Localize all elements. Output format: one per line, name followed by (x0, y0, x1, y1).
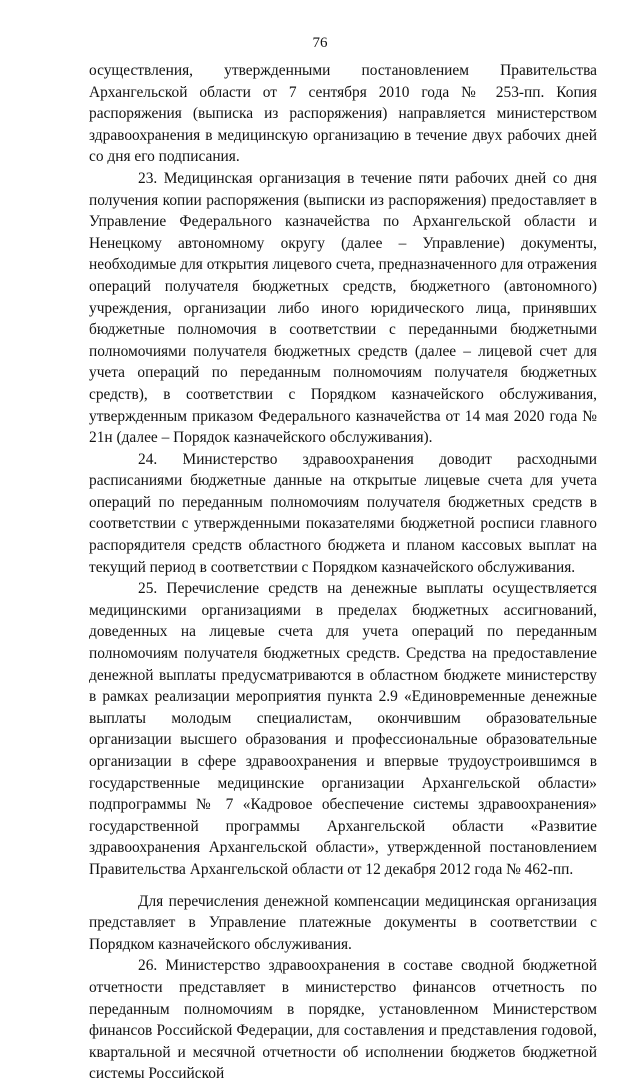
document-body (89, 60, 597, 1085)
paragraph-23: 23. Медицинская организация в течение пяти рабочих дней со дня получения копии распоряжения (выписки из распоряжения) предоставляет в Управление Федерального казначейства по Архангельской области и Ненецкому автономному округу (далее – Управление) документы, необходимые для открытия лицевого счета, предназначенного для отражения операций получателя бюджетных средств, бюджетного (автономного) учреждения, организации либо иного юридического лица, принявших бюджетные полномочия в соответствии с переданными бюджетными полномочиями получателя бюджетных средств (далее – лицевой счет для учета операций по переданным полномочиям получателя бюджетных средств), в соответствии с Порядком казначейского обслуживания, утвержденным приказом Федерального казначейства от 14 мая 2020 года № 21н (далее – Порядок казначейского обслуживания). (89, 169, 597, 447)
paragraph-continuation: осуществления, утвержденными постановлением Правительства Архангельской области от 7 сентября 2010 года № 253-пп. Копия распоряжения (выписка из распоряжения) направляется министерством здравоохранения в медицинскую организацию в течение двух рабочих дней со дня его подписания. (89, 62, 597, 166)
paragraph-26: 26. Министерство здравоохранения в составе сводной бюджетной отчетности представляет в министерство финансов отчетность по переданным полномочиям в порядке, установленном Министерством финансов Российской Федерации, для составления и представления годовой, квартальной и месячной отчетности об исполнении бюджетов бюджетной системы Российской (89, 957, 597, 1083)
page-number: 76 (312, 35, 328, 51)
paragraph-compensation: Для перечисления денежной компенсации медицинская организация представляет в Управление платежные документы в соответствии с Порядком казначейского обслуживания. (89, 892, 597, 953)
paragraph-24: 24. Министерство здравоохранения доводит расходными расписаниями бюджетные данные на открытые лицевые счета для учета операций по переданным полномочиям получателя бюджетных средств в соответствии с утвержденными показателями бюджетной росписи главного распорядителя средств областного бюджета и планом кассовых выплат на текущий период в соответствии с Порядком казначейского обслуживания. (89, 450, 597, 576)
paragraph-25: 25. Перечисление средств на денежные выплаты осуществляется медицинскими организациями в пределах бюджетных ассигнований, доведенных на лицевые счета для учета операций по переданным полномочиям получателя бюджетных средств. Средства на предоставление денежной выплаты предусматриваются в областном бюджете министерству в рамках реализации мероприятия пункта 2.9 «Единовременные денежные выплаты молодым специалистам, окончившим образовательные организации высшего образования и профессиональные образовательные организации в сфере здравоохранения и впервые трудоустроившимся в государственные медицинские организации Архангельской области» подпрограммы № 7 «Кадровое обеспечение системы здравоохранения» государственной программы Архангельской области «Развитие здравоохранения Архангельской области», утвержденной постановлением Правительства Архангельской области от 12 декабря 2012 года № 462-пп. (89, 580, 597, 878)
